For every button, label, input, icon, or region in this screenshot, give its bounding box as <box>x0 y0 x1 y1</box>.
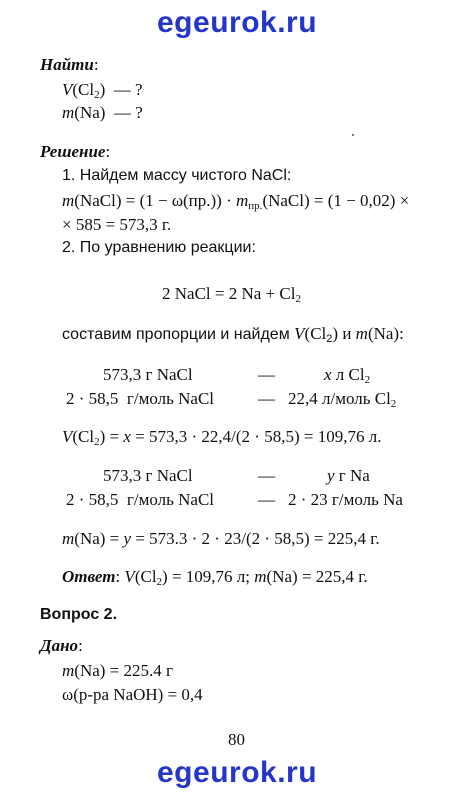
proportion-2-r2-left: 2 · 58,5 г/моль NaCl <box>66 490 215 509</box>
answer-volume: ) = 109,76 л; <box>162 567 255 586</box>
solution-heading-colon: : <box>105 142 111 161</box>
given-heading <box>40 637 83 654</box>
proportion-1-molar-volume-subscript: 2 <box>390 398 397 410</box>
result-mass-y: y <box>123 529 132 548</box>
answer-label: Ответ <box>62 567 116 586</box>
question-2-heading: Вопрос 2. <box>40 606 118 623</box>
reaction-equation <box>162 284 301 305</box>
formula-pure-mass-left: (NaCl) = (1 − ω(пр.)) · <box>74 191 237 210</box>
result-volume-subscript: 2 <box>94 436 100 448</box>
answer-v: V <box>124 567 135 586</box>
proportion-1-x-unit: л Cl <box>331 365 365 384</box>
proportion-1-molar-volume: 22,4 л/моль Cl <box>288 389 391 408</box>
proportion-2-r2-dash: — <box>258 490 275 509</box>
proportion-2-r1-left: 573,3 г NaCl <box>103 466 193 485</box>
result-volume <box>62 427 382 448</box>
result-volume-symbol: V <box>62 427 73 446</box>
answer-m: m <box>254 567 267 586</box>
formula-pure-mass-right: (NaCl) = (1 − 0,02) × <box>262 191 410 210</box>
result-volume-species: (Cl <box>72 427 95 446</box>
result-volume-x: x <box>123 427 131 446</box>
solution-heading-label: Решение <box>40 142 106 161</box>
reaction-equation-subscript: 2 <box>295 293 301 305</box>
find-heading <box>40 56 99 73</box>
proportion-1-r2-left: 2 · 58,5 г/моль NaCl <box>66 389 215 408</box>
proportion-1-r1-right <box>324 365 371 386</box>
scan-speck <box>352 134 354 136</box>
proportion-1-x-subscript: 2 <box>364 374 371 386</box>
proportion-intro-m: m <box>355 324 368 343</box>
proportion-1-r1-left: 573,3 г NaCl <box>103 365 193 384</box>
proportion-2-y: y <box>327 466 335 485</box>
result-mass-symbol: m <box>62 529 75 548</box>
proportion-1-r2-right <box>288 389 397 410</box>
proportion-2-r2-right: 2 · 23 г/моль Na <box>288 490 403 509</box>
find-item-volume-close: ) <box>99 80 106 99</box>
watermark-bottom: egeurok.ru <box>157 756 318 789</box>
proportion-2-y-unit: г Na <box>334 466 370 485</box>
formula-pure-mass-subscript: пр. <box>248 200 263 212</box>
find-item-mass <box>62 104 143 121</box>
answer-cl: (Cl <box>134 567 157 586</box>
proportion-intro-and: ) и <box>332 324 356 343</box>
solution-heading <box>40 143 110 160</box>
find-item-volume-symbol: V <box>62 80 73 99</box>
find-item-volume <box>62 80 143 101</box>
given-mass-fraction: ω(р-ра NaOH) = 0,4 <box>62 685 203 704</box>
proportion-intro-text: составим пропорции и найдем <box>62 326 295 343</box>
formula-pure-mass <box>62 191 410 212</box>
proportion-intro <box>62 325 404 343</box>
result-mass-species: (Na) = <box>74 529 124 548</box>
result-volume-eq: ) = <box>99 427 124 446</box>
find-heading-label: Найти <box>40 55 94 74</box>
given-heading-colon: : <box>78 636 83 655</box>
solution-step-2: 2. По уравнению реакции: <box>62 239 256 256</box>
formula-pure-mass-symbol-2: m <box>236 191 249 210</box>
proportion-intro-cl: (Cl <box>304 324 327 343</box>
result-mass-value: = 573.3 · 2 · 23/(2 · 58,5) = 225,4 г. <box>131 529 380 548</box>
given-mass-value: (Na) = 225.4 г <box>74 661 173 680</box>
solution-step-1: 1. Найдем массу чистого NaCl: <box>62 167 292 184</box>
find-item-mass-species: (Na) <box>74 103 106 122</box>
proportion-intro-na: (Na): <box>367 324 404 343</box>
answer-colon: : <box>115 567 125 586</box>
result-mass <box>62 530 380 547</box>
reaction-equation-main: 2 NaCl = 2 Na + Cl <box>162 284 296 303</box>
watermark-top: egeurok.ru <box>157 6 318 39</box>
find-heading-colon: : <box>93 55 99 74</box>
proportion-intro-subscript: 2 <box>326 333 333 345</box>
proportion-2-r1-dash: — <box>258 466 275 485</box>
formula-pure-mass-symbol: m <box>62 191 75 210</box>
find-item-volume-query: — ? <box>105 80 143 99</box>
formula-pure-mass-continued: × 585 = 573,3 г. <box>62 215 172 234</box>
proportion-1-x: x <box>324 365 332 384</box>
proportion-1-r2-dash: — <box>258 389 275 408</box>
proportion-intro-v: V <box>294 324 305 343</box>
find-item-mass-symbol: m <box>62 103 75 122</box>
find-item-volume-species: (Cl <box>72 80 95 99</box>
proportion-1-r1-dash: — <box>258 365 275 384</box>
result-volume-value: = 573,3 · 22,4/(2 · 58,5) = 109,76 л. <box>130 427 382 446</box>
given-mass-symbol: m <box>62 661 75 680</box>
answer-subscript: 2 <box>156 576 163 588</box>
find-item-volume-subscript: 2 <box>94 89 100 101</box>
given-heading-label: Дано <box>40 636 79 655</box>
answer-line <box>62 567 368 588</box>
page-number: 80 <box>228 730 245 749</box>
given-mass <box>62 662 173 679</box>
answer-mass: (Na) = 225,4 г. <box>266 567 368 586</box>
find-item-mass-query: — ? <box>105 103 143 122</box>
proportion-2-r1-right <box>327 467 370 484</box>
